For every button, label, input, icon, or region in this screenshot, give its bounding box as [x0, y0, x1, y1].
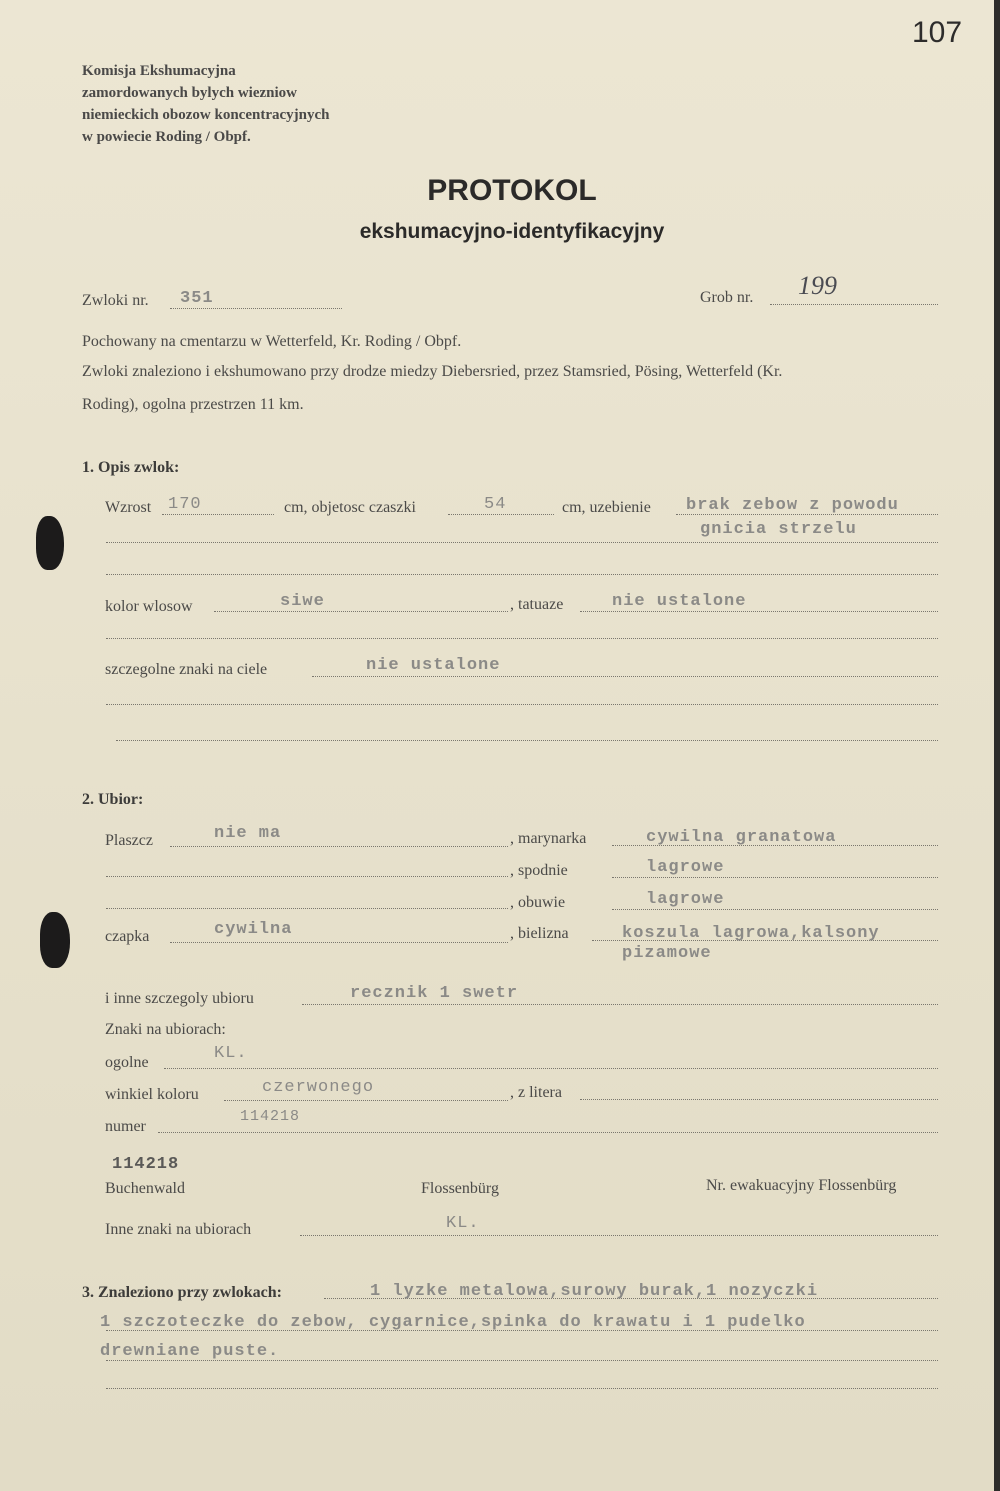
marks-value: nie ustalone [366, 656, 501, 675]
skull-value: 54 [484, 495, 507, 514]
underwear-value-2: pizamowe [622, 944, 712, 963]
hair-value: siwe [280, 592, 325, 611]
tattoo-line-2 [106, 638, 938, 639]
found-items-line-4 [106, 1388, 938, 1389]
general-marks-value: KL. [214, 1044, 248, 1063]
shoes-line [612, 909, 938, 910]
page-title: PROTOKOL [427, 174, 597, 207]
hair-line [214, 611, 508, 612]
jacket-label: , marynarka [510, 830, 587, 847]
hair-label: kolor wlosow [105, 598, 193, 615]
cap-value: cywilna [214, 920, 293, 939]
letter-label: , z litera [510, 1084, 562, 1101]
skull-line [448, 514, 554, 515]
height-line [162, 514, 274, 515]
teeth-line-3 [106, 574, 938, 575]
other-clothing-label: i inne szczegoly ubioru [105, 990, 254, 1007]
underwear-label: , bielizna [510, 925, 569, 942]
stamp-line-1: Komisja Ekshumacyjna [82, 63, 236, 79]
shoes-value: lagrowe [646, 890, 725, 909]
binder-hole-top [36, 516, 64, 570]
teeth-value-1: brak zebow z powodu [686, 496, 899, 515]
stamp-line-2: zamordowanych bylych wiezniow [82, 85, 297, 101]
jacket-value: cywilna granatowa [646, 828, 837, 847]
section-2-heading: 2. Ubior: [82, 791, 144, 808]
grave-value: 199 [798, 271, 837, 300]
height-label: Wzrost [105, 499, 152, 516]
trousers-value: lagrowe [646, 858, 725, 877]
grave-label: Grob nr. [700, 289, 754, 306]
binder-hole-bottom [40, 912, 70, 968]
cap-label: czapka [105, 928, 150, 945]
clothing-marks-heading: Znaki na ubiorach: [105, 1021, 226, 1038]
other-clothing-marks-value: KL. [446, 1214, 480, 1233]
found-items-3: drewniane puste. [100, 1342, 280, 1361]
other-clothing-line [302, 1004, 938, 1005]
marks-label: szczegolne znaki na ciele [105, 661, 268, 678]
triangle-color-line [224, 1100, 508, 1101]
coat-line [170, 846, 508, 847]
remains-line [170, 308, 342, 309]
marks-line-2 [106, 704, 938, 705]
coat-label: Plaszcz [105, 832, 153, 849]
shoes-row-line [106, 908, 508, 909]
marks-line-3 [116, 740, 938, 741]
other-clothing-value: recznik 1 swetr [350, 984, 519, 1003]
number-value: 114218 [240, 1108, 301, 1125]
triangle-color-value: czerwonego [262, 1078, 375, 1097]
general-marks-label: ogolne [105, 1054, 149, 1071]
stamp-line-4: w powiecie Roding / Obpf. [82, 129, 251, 145]
buchenwald-number: 114218 [112, 1155, 180, 1174]
flossenburg-label: Flossenbürg [421, 1180, 499, 1197]
cap-line [170, 942, 508, 943]
trousers-label: , spodnie [510, 862, 568, 879]
height-value: 170 [168, 495, 202, 514]
triangle-color-label: winkiel koloru [105, 1086, 199, 1103]
page-number: 107 [912, 16, 963, 49]
other-clothing-marks-line [300, 1235, 938, 1236]
coat-value: nie ma [214, 824, 282, 843]
marks-line [312, 676, 938, 677]
commission-stamp [82, 60, 329, 148]
tattoo-line [580, 611, 938, 612]
burial-text: Pochowany na cmentarzu w Wetterfeld, Kr. Roding / Obpf. [82, 333, 462, 350]
evacuation-number-label: Nr. ewakuacyjny Flossenbürg [706, 1177, 897, 1194]
section-3-heading: 3. Znaleziono przy zwlokach: [82, 1284, 282, 1301]
number-label: numer [105, 1118, 146, 1135]
other-clothing-marks-label: Inne znaki na ubiorach [105, 1221, 252, 1238]
general-marks-line [164, 1068, 938, 1069]
skull-label: cm, objetosc czaszki [284, 499, 416, 516]
number-line [158, 1132, 938, 1133]
teeth-label: cm, uzebienie [562, 499, 651, 516]
letter-line [580, 1099, 938, 1100]
trousers-line [612, 877, 938, 878]
tattoo-value: nie ustalone [612, 592, 747, 611]
buchenwald-label: Buchenwald [105, 1180, 185, 1197]
tattoo-label: , tatuaze [510, 596, 564, 613]
found-text-1: Zwloki znaleziono i ekshumowano przy drodze miedzy Diebersried, przez Stamsried, Pösing, Wetterfeld (Kr. [82, 363, 783, 380]
remains-label: Zwloki nr. [82, 292, 149, 309]
found-items-2: 1 szczoteczke do zebow, cygarnice,spinka do krawatu i 1 pudelko [100, 1313, 806, 1332]
shoes-label: , obuwie [510, 894, 566, 911]
teeth-value-2: gnicia strzelu [700, 520, 857, 539]
remains-value: 351 [180, 289, 214, 308]
stamp-line-3: niemieckich obozow koncentracyjnych [82, 107, 330, 123]
grave-line [770, 304, 938, 305]
found-items-1: 1 lyzke metalowa,surowy burak,1 nozyczki [370, 1282, 819, 1301]
section-1-heading: 1. Opis zwlok: [82, 459, 180, 476]
found-text-2: Roding), ogolna przestrzen 11 km. [82, 396, 304, 413]
page-subtitle: ekshumacyjno-identyfikacyjny [359, 220, 665, 243]
trousers-row-line [106, 876, 508, 877]
teeth-line-2 [106, 542, 938, 543]
underwear-value-1: koszula lagrowa,kalsony [622, 924, 880, 943]
